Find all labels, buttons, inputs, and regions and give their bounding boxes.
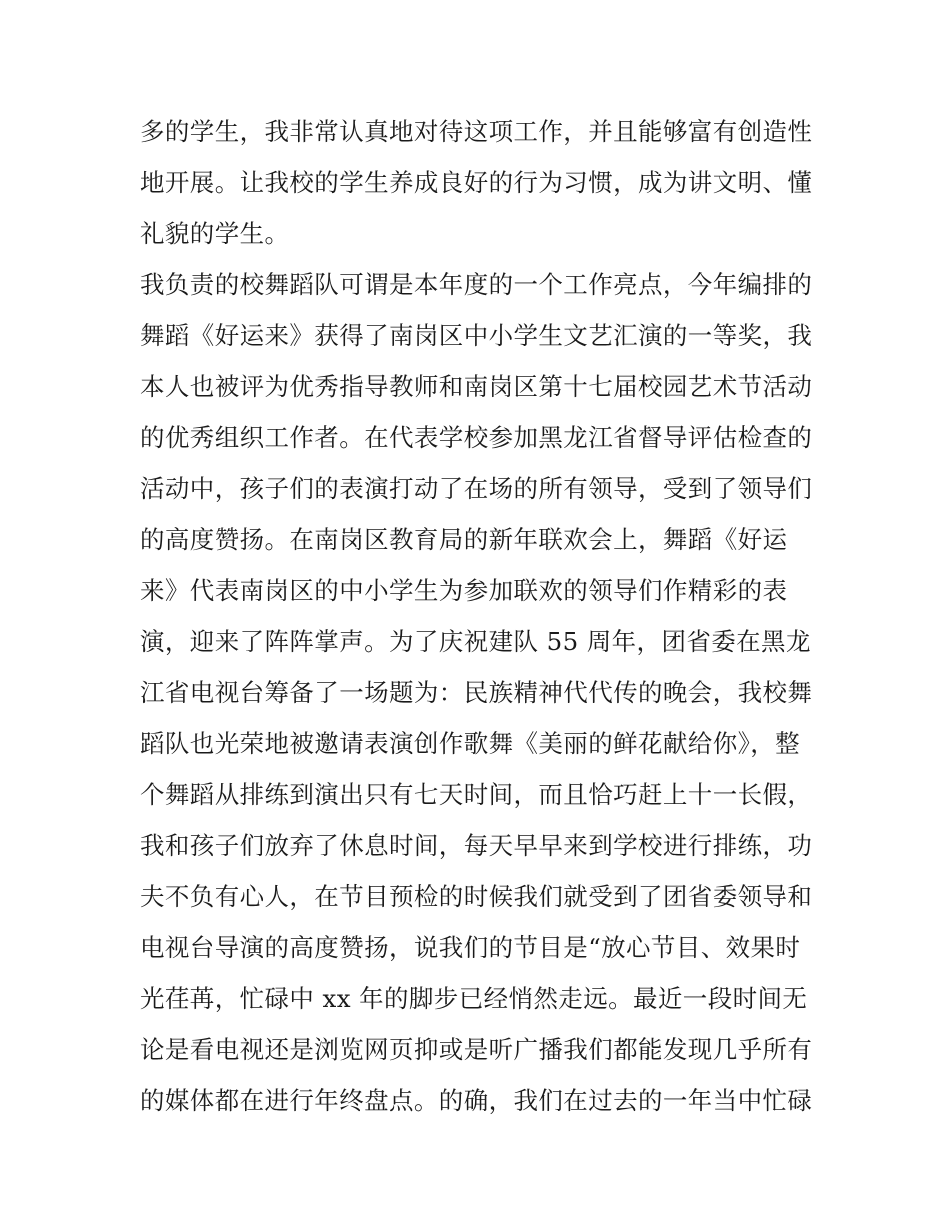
text-line: 来》代表南岗区的中小学生为参加联欢的领导们作精彩的表 [140,576,788,605]
text-line: 我负责的校舞蹈队可谓是本年度的一个工作亮点，今年编排的 [140,270,813,299]
text-line: 本人也被评为优秀指导教师和南岗区第十七届校园艺术节活动 [140,372,813,401]
text-line: 江省电视台筹备了一场题为：民族精神代代传的晚会，我校舞 [140,678,813,707]
text-line: 的高度赞扬。在南岗区教育局的新年联欢会上，舞蹈《好运 [140,525,788,554]
text-line: 演，迎来了阵阵掌声。为了庆祝建队 55 周年，团省委在黑龙 [140,627,811,656]
text-line: 电视台导演的高度赞扬，说我们的节目是“放心节目、效果时 [140,933,801,962]
text-line: 活动中，孩子们的表演打动了在场的所有领导，受到了领导们 [140,474,813,503]
text-line: 多的学生，我非常认真地对待这项工作，并且能够富有创造性 [140,117,813,146]
text-line: 个舞蹈从排练到演出只有七天时间，而且恰巧赶上十一长假， [140,780,813,809]
text-line: 论是看电视还是浏览网页抑或是听广播我们都能发现几乎所有 [140,1035,813,1064]
text-line: 的媒体都在进行年终盘点。的确，我们在过去的一年当中忙碌 [140,1086,813,1115]
text-line: 地开展。让我校的学生养成良好的行为习惯，成为讲文明、懂 [140,168,813,197]
text-line: 光荏苒，忙碌中 xx 年的脚步已经悄然走远。最近一段时间无 [140,984,808,1013]
text-line: 舞蹈《好运来》获得了南岗区中小学生文艺汇演的一等奖，我 [140,321,813,350]
text-line: 蹈队也光荣地被邀请表演创作歌舞《美丽的鲜花献给你》，整 [140,729,801,758]
text-line: 礼貌的学生。 [140,219,290,248]
text-line: 的优秀组织工作者。在代表学校参加黑龙江省督导评估检查的 [140,423,813,452]
text-line: 夫不负有心人，在节目预检的时候我们就受到了团省委领导和 [140,882,813,911]
body-text [140,106,820,1126]
text-line: 我和孩子们放弃了休息时间，每天早早来到学校进行排练，功 [140,831,813,860]
